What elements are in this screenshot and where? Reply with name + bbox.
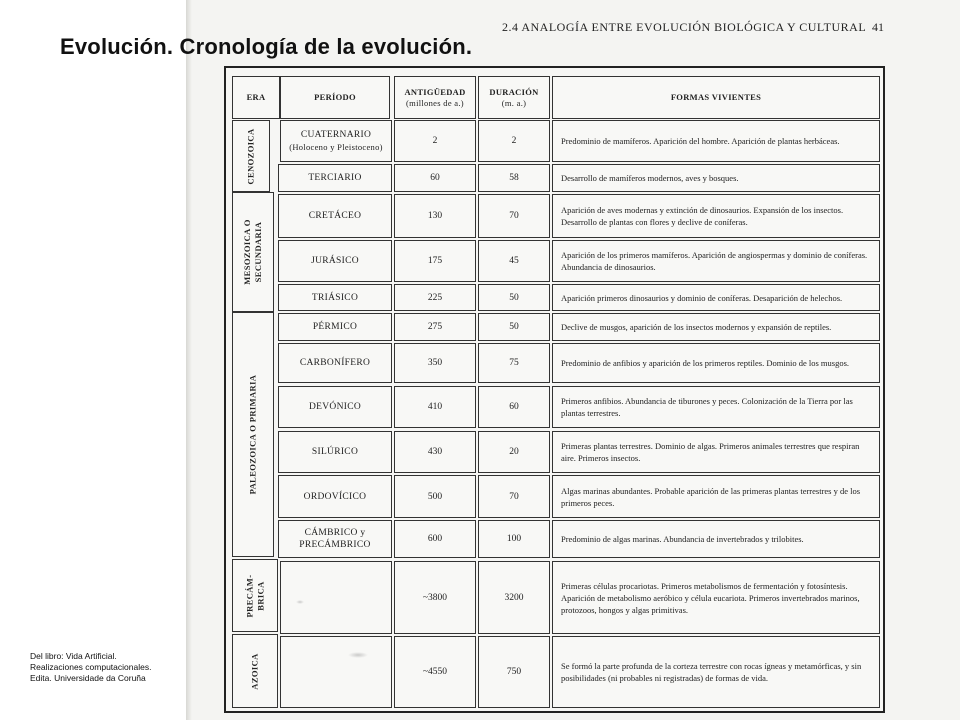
slide-title: Evolución. Cronología de la evolución.	[60, 34, 473, 59]
periodo-cambrico	[278, 520, 392, 558]
periodo-terciario: TERCIARIO	[278, 164, 392, 192]
era-precambrica-line: PRECÁM-	[244, 574, 254, 617]
periodo-azoica-empty	[280, 636, 392, 708]
header-antiguedad-label: ANTIGÜEDAD	[404, 86, 466, 97]
antiguedad-cell: ~4550	[394, 636, 476, 708]
era-mesozoica-line: SECUNDARIA	[253, 221, 264, 283]
periodo-silurico: SILÚRICO	[278, 431, 392, 473]
credit-line: Realizaciones computacionales.	[30, 662, 152, 672]
antiguedad-cell: 60	[394, 164, 476, 192]
periodo-cuaternario	[280, 120, 392, 162]
duracion-cell: 75	[478, 343, 550, 383]
book-running-head: 2.4 ANALOGÍA ENTRE EVOLUCIÓN BIOLÓGICA Y CULTURAL	[502, 20, 867, 34]
era-mesozoica	[232, 192, 274, 312]
duracion-cell: 20	[478, 431, 550, 473]
header-duracion-unit: (m. a.)	[501, 97, 527, 108]
era-azoica-label: AZOICA	[249, 652, 260, 690]
credit-line: Del libro: Vida Artificial.	[30, 651, 117, 661]
duracion-cell: 70	[478, 475, 550, 518]
antiguedad-cell: 500	[394, 475, 476, 518]
formas-cell: Algas marinas abundantes. Probable aparición de las primeras plantas terrestres y de los primeros peces.	[552, 475, 880, 518]
formas-cell: Predominio de algas marinas. Abundancia de invertebrados y trilobites.	[552, 520, 880, 558]
era-mesozoica-label	[242, 219, 264, 285]
periodo-name: PRECÁMBRICO	[299, 540, 371, 550]
duracion-cell: 2	[478, 120, 550, 162]
formas-cell: Aparición primeros dinosaurios y dominio de coníferas. Desaparición de helechos.	[552, 284, 880, 311]
duracion-cell: 60	[478, 386, 550, 428]
periodo-ordovicico: ORDOVÍCICO	[278, 475, 392, 518]
formas-cell: Se formó la parte profunda de la corteza terrestre con rocas ígneas y metamórficas, y sin posibilidades (ni probables ni registradas) de formas de vida.	[552, 636, 880, 708]
formas-cell: Predominio de mamíferos. Aparición del hombre. Aparición de plantas herbáceas.	[552, 120, 880, 162]
header-periodo	[280, 76, 390, 119]
header-era-label: ERA	[246, 92, 266, 102]
header-antiguedad-unit: (millones de a.)	[406, 97, 464, 108]
antiguedad-cell: 430	[394, 431, 476, 473]
scan-smudge	[348, 652, 368, 658]
periodo-permico: PÉRMICO	[278, 313, 392, 341]
duracion-cell: 58	[478, 164, 550, 192]
antiguedad-cell: 350	[394, 343, 476, 383]
duracion-cell: 750	[478, 636, 550, 708]
antiguedad-cell: 175	[394, 240, 476, 282]
formas-cell: Aparición de aves modernas y extinción de dinosaurios. Expansión de los insectos. Desarrollo de plantas con flores y declive de coníferas.	[552, 194, 880, 238]
header-duracion	[478, 76, 550, 119]
formas-cell: Primeros anfibios. Abundancia de tiburones y peces. Colonización de la Tierra por las plantas terrestres.	[552, 386, 880, 428]
periodo-name: CUATERNARIO	[300, 130, 372, 140]
header-era	[232, 76, 280, 119]
header-antiguedad	[394, 76, 476, 119]
antiguedad-cell: 130	[394, 194, 476, 238]
periodo-name: CÁMBRICO y	[304, 528, 366, 538]
credit-line: Edita. Universidade da Coruña	[30, 673, 146, 683]
periodo-precambrica-empty	[280, 561, 392, 634]
source-credit	[30, 651, 151, 684]
antiguedad-cell: 225	[394, 284, 476, 311]
antiguedad-cell: 2	[394, 120, 476, 162]
page-edge-shadow	[186, 0, 192, 720]
formas-cell: Primeras plantas terrestres. Dominio de algas. Primeros animales terrestres que respiran aire. Primeros insectos.	[552, 431, 880, 473]
era-precambrica	[232, 559, 278, 632]
scan-smudge	[296, 600, 304, 604]
duracion-cell: 50	[478, 284, 550, 311]
duracion-cell: 70	[478, 194, 550, 238]
formas-cell: Declive de musgos, aparición de los insectos modernos y expansión de reptiles.	[552, 313, 880, 341]
antiguedad-cell: 600	[394, 520, 476, 558]
header-periodo-label: PERÍODO	[314, 92, 356, 102]
antiguedad-cell: 275	[394, 313, 476, 341]
antiguedad-cell: 410	[394, 386, 476, 428]
antiguedad-cell: ~3800	[394, 561, 476, 634]
header-formas	[552, 76, 880, 119]
header-formas-label: FORMAS VIVIENTES	[670, 92, 762, 102]
periodo-devonico: DEVÓNICO	[278, 386, 392, 428]
era-azoica	[232, 634, 278, 708]
periodo-cretaceo: CRETÁCEO	[278, 194, 392, 238]
formas-cell: Predominio de anfibios y aparición de los primeros reptiles. Dominio de los musgos.	[552, 343, 880, 383]
formas-cell: Primeras células procariotas. Primeros metabolismos de fermentación y fotosíntesis. Aparición de metabolismo aeróbico y célula eucariota. Primeros invertebrados marinos, protozoos, hongos y algas primitivas.	[552, 561, 880, 634]
duracion-cell: 50	[478, 313, 550, 341]
formas-cell: Aparición de los primeros mamíferos. Aparición de angiospermas y dominio de coníferas. Abundancia de dinosaurios.	[552, 240, 880, 282]
era-paleozoica-label: PALEOZOICA O PRIMARIA	[247, 374, 258, 495]
periodo-jurasico: JURÁSICO	[278, 240, 392, 282]
formas-cell: Desarrollo de mamíferos modernos, aves y bosques.	[552, 164, 880, 192]
book-page-number: 41	[872, 20, 884, 34]
era-mesozoica-line: MESOZOICA O	[242, 219, 253, 285]
duracion-cell: 3200	[478, 561, 550, 634]
duracion-cell: 45	[478, 240, 550, 282]
periodo-subtitle: (Holoceno y Pleistoceno)	[289, 142, 383, 152]
header-duracion-label: DURACIÓN	[489, 86, 539, 97]
era-cenozoica	[232, 120, 270, 192]
era-paleozoica	[232, 312, 274, 557]
duracion-cell: 100	[478, 520, 550, 558]
era-cenozoica-label: CENOZOICA	[245, 127, 256, 185]
periodo-triasico: TRIÁSICO	[278, 284, 392, 311]
era-precambrica-label	[244, 574, 266, 617]
era-precambrica-line: BRICA	[255, 580, 265, 611]
periodo-carbonifero: CARBONÍFERO	[278, 343, 392, 383]
